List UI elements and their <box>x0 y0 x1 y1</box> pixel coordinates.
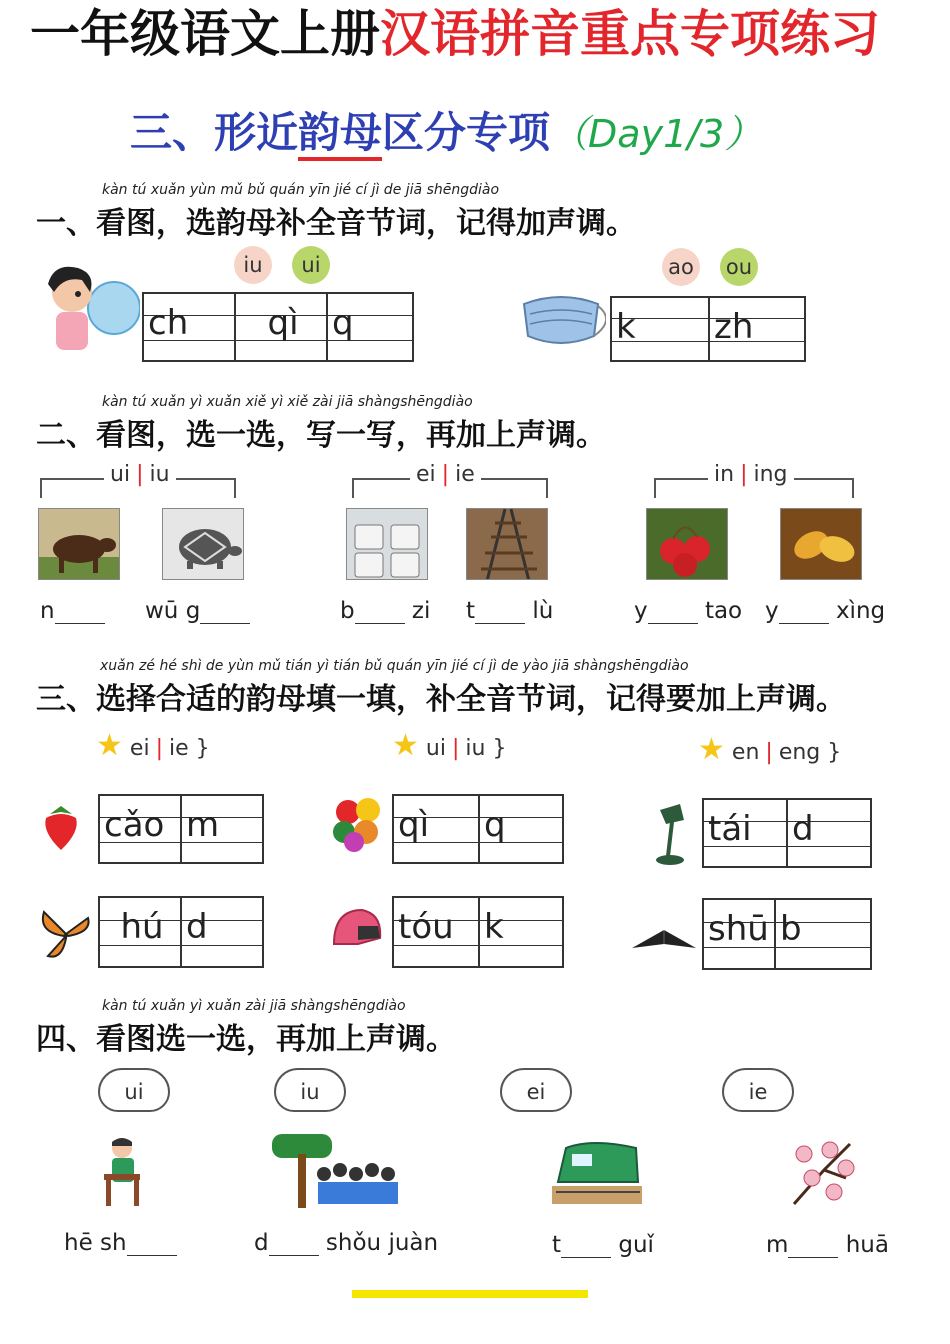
option: ing <box>753 462 788 487</box>
helmet-image <box>328 904 384 962</box>
title-black: 一年级语文上册 <box>30 4 380 63</box>
star-icon: ★ <box>96 728 123 763</box>
option: iu <box>465 736 486 761</box>
s4-heading: 四、看图选一选，再加上声调。 <box>36 1022 456 1057</box>
cherries-image <box>646 508 728 580</box>
grid-cell[interactable]: cǎo <box>100 796 182 862</box>
answer-blank[interactable] <box>200 603 250 624</box>
answer-blank[interactable] <box>55 603 105 624</box>
grid-cell[interactable]: ch <box>144 294 236 360</box>
boy-drinking-image <box>94 1134 154 1208</box>
option: ie <box>168 736 189 761</box>
s1-right-opt2: ou <box>720 248 758 286</box>
option: ei <box>416 462 436 487</box>
s1-right-opt1: ao <box>662 248 700 286</box>
option: ie <box>455 462 475 487</box>
answer-blank[interactable] <box>127 1235 177 1256</box>
grid-cell[interactable]: hú <box>100 898 182 966</box>
s1-right-grid <box>610 296 806 362</box>
strawberry-image <box>40 800 82 854</box>
answer-text: hē sh <box>64 1230 127 1256</box>
page-title <box>30 4 930 64</box>
tulip-option: ie <box>722 1068 794 1112</box>
desk-lamp-image <box>654 800 696 866</box>
railway-image <box>466 508 548 580</box>
subtitle <box>130 100 762 160</box>
grid-cell[interactable]: k <box>612 298 710 360</box>
option: ei <box>129 736 150 761</box>
book-image <box>628 918 700 954</box>
s3-grid <box>702 898 872 970</box>
answer-text: t <box>552 1232 562 1258</box>
plum-blossom-image <box>784 1134 864 1210</box>
s2-g3-answer1 <box>634 598 742 624</box>
answer-text: t <box>466 598 476 624</box>
grid-cell[interactable]: zh <box>714 307 754 347</box>
answer-text: d <box>254 1230 269 1256</box>
grid-cell[interactable]: q <box>484 805 506 845</box>
answer-text: b <box>340 598 355 624</box>
s1-left-opt2: ui <box>292 246 330 284</box>
s4-answer-4 <box>766 1232 889 1258</box>
decorative-yellow-bar <box>352 1290 588 1298</box>
option: en <box>731 740 760 765</box>
s4-answer-1 <box>64 1230 177 1256</box>
s2-g2-answer2 <box>466 598 553 624</box>
s2-g3-answer2 <box>765 598 885 624</box>
s2-heading: 二、看图，选一选，写一写，再加上声调。 <box>36 418 606 453</box>
answer-blank[interactable] <box>788 1237 838 1258</box>
answer-text: xìng <box>835 598 886 624</box>
subtitle-part: 区分专项 <box>382 108 551 157</box>
answer-text: wū g <box>145 598 201 624</box>
star-icon: ★ <box>698 732 725 767</box>
answer-text: y <box>634 598 648 624</box>
grid-cell[interactable]: tái <box>704 800 788 866</box>
grid-cell[interactable]: shū <box>704 900 776 968</box>
children-under-tree-image <box>272 1134 404 1208</box>
tulip-option: ui <box>98 1068 170 1112</box>
answer-text: shǒu juàn <box>325 1230 439 1256</box>
s1-pinyin: kàn tú xuǎn yùn mǔ bǔ quán yīn jié cí jì de jiā shēngdiào <box>102 182 500 198</box>
s1-left-grid <box>142 292 414 362</box>
s2-g1-answer1 <box>40 598 105 624</box>
s2-pinyin: kàn tú xuǎn yì xuǎn xiě yì xiě zài jiā shàngshēngdiào <box>102 394 473 410</box>
option: iu <box>149 462 170 487</box>
tulip-option: ei <box>500 1068 572 1112</box>
answer-blank[interactable] <box>475 603 525 624</box>
answer-text: n <box>40 598 55 624</box>
train-image <box>552 1134 642 1206</box>
answer-text: zi <box>411 598 431 624</box>
s3-grid <box>98 896 264 968</box>
subtitle-part: 三、形近 <box>130 108 299 157</box>
grid-cell[interactable]: b <box>780 909 802 949</box>
s3-grid <box>98 794 264 864</box>
s3-options-1: ★ ei | ie } <box>96 728 210 763</box>
s3-options-2: ★ ui | iu } <box>392 728 507 763</box>
s3-pinyin: xuǎn zé hé shì de yùn mǔ tián yì tián bǔ quán yīn jié cí jì de yào jiā shàngshēngdiào <box>100 658 689 674</box>
s4-answer-3 <box>552 1232 654 1258</box>
answer-blank[interactable] <box>269 1235 319 1256</box>
s1-left-opt1: iu <box>234 246 272 284</box>
s4-answer-2 <box>254 1230 438 1256</box>
turtle-image <box>162 508 244 580</box>
s2-g1-options: ui | iu <box>104 462 176 487</box>
grid-cell[interactable]: d <box>186 907 208 947</box>
grid-cell[interactable]: qì <box>236 294 328 360</box>
s3-grid <box>392 794 564 864</box>
answer-text: m <box>766 1232 789 1258</box>
s2-g1-answer2 <box>145 598 250 624</box>
star-icon: ★ <box>392 728 419 763</box>
girl-balloon-image <box>34 262 140 362</box>
answer-text: tao <box>704 598 743 624</box>
option: eng <box>778 740 821 765</box>
cow-image <box>38 508 120 580</box>
grid-cell[interactable]: tóu <box>394 898 480 966</box>
answer-text: guǐ <box>618 1232 654 1258</box>
grid-cell[interactable]: qì <box>394 796 480 862</box>
s2-g2-answer1 <box>340 598 430 624</box>
answer-text: lù <box>532 598 554 624</box>
grid-cell[interactable]: k <box>484 907 504 947</box>
grid-cell[interactable]: m <box>186 805 220 845</box>
s3-heading: 三、选择合适的韵母填一填，补全音节词，记得要加上声调。 <box>36 682 846 717</box>
option: ui <box>110 462 131 487</box>
answer-text: huā <box>845 1232 889 1258</box>
grid-cell[interactable]: q <box>332 303 354 343</box>
answer-blank[interactable] <box>779 603 829 624</box>
s1-heading: 一、看图，选韵母补全音节词，记得加声调。 <box>36 206 636 241</box>
subtitle-day: （Day1/3） <box>550 112 763 156</box>
answer-blank[interactable] <box>355 603 405 624</box>
balloons-image <box>330 794 388 860</box>
face-mask-image <box>516 286 606 354</box>
answer-blank[interactable] <box>561 1237 611 1258</box>
s3-grid <box>702 798 872 868</box>
title-red: 汉语拼音重点专项练习 <box>380 4 880 63</box>
s2-g2-options: ei | ie <box>410 462 481 487</box>
s2-g3-options: in | ing <box>708 462 794 487</box>
s3-options-3: ★ en | eng } <box>698 732 842 767</box>
cups-image <box>346 508 428 580</box>
butterfly-image <box>38 904 94 962</box>
grid-cell[interactable]: d <box>792 809 814 849</box>
answer-text: y <box>765 598 779 624</box>
s3-grid <box>392 896 564 968</box>
s4-pinyin: kàn tú xuǎn yì xuǎn zài jiā shàngshēngdiào <box>102 998 406 1014</box>
answer-blank[interactable] <box>648 603 698 624</box>
option: ui <box>425 736 446 761</box>
subtitle-underlined: 韵母 <box>298 108 382 161</box>
tulip-option: iu <box>274 1068 346 1112</box>
apricot-image <box>780 508 862 580</box>
option: in <box>714 462 735 487</box>
